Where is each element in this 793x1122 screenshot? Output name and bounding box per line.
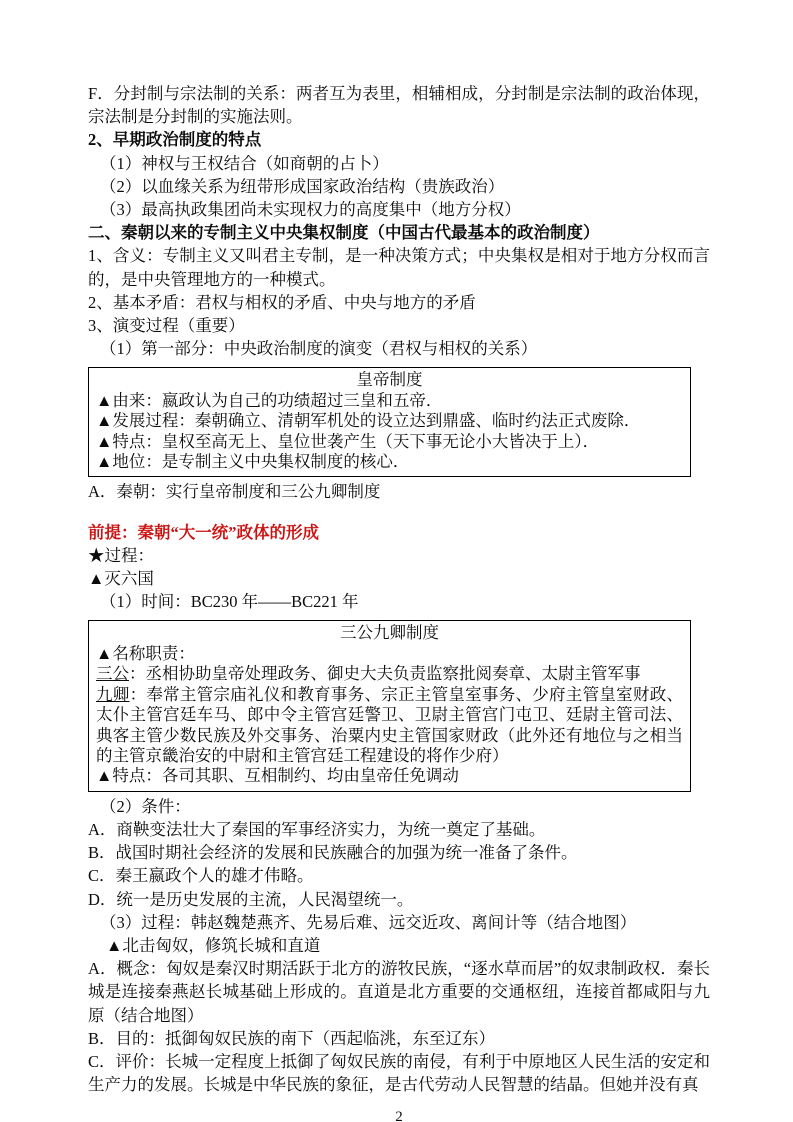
- page-number: 2: [395, 1109, 403, 1122]
- document-content: [88, 82, 710, 1122]
- blank-line: [88, 504, 710, 521]
- sangong-duties: [96, 664, 683, 684]
- jiuqing-duties: [96, 685, 683, 767]
- para-meaning: 1、含义：专制主义又叫君主专制，是一种决策方式；中央集权是相对于地方分权而言的，是中央管理地方的一种模式。: [88, 246, 710, 289]
- sangong-term: 三公: [96, 664, 129, 684]
- para-basic-contradiction: 2、基本矛盾：君权与相权的矛盾、中央与地方的矛盾: [88, 292, 476, 312]
- para-time-range: （1）时间：BC230 年——BC221 年: [100, 592, 359, 612]
- early-feature-item-2: （2）以血缘关系为纽带形成国家政治结构（贵族政治）: [100, 176, 505, 196]
- early-feature-item-1: （1）神权与王权结合（如商朝的占卜）: [100, 153, 389, 173]
- sangong-box-title: 三公九卿制度: [340, 623, 439, 643]
- sangong-jiuqing-box: [88, 620, 691, 791]
- condition-item-b: B．战国时期社会经济的发展和民族融合的加强为统一准备了条件。: [88, 843, 578, 863]
- para-condition-head: （2）条件：: [100, 796, 191, 816]
- sangong-box-feature: ▲特点：各司其职、互相制约、均由皇帝任免调动: [96, 766, 459, 786]
- emperor-box-title: 皇帝制度: [356, 370, 423, 390]
- condition-item-c: C．秦王嬴政个人的雄才伟略。: [88, 866, 314, 886]
- red-heading-premise: 前提：秦朝“大一统”政体的形成: [88, 522, 319, 542]
- para-fengjian-zongfa-relation: F．分封制与宗法制的关系：两者互为表里，相辅相成，分封制是宗法制的政治体现，宗法制是分封制的实施法则。: [88, 84, 710, 127]
- emperor-box-feature: ▲特点：皇权至高无上、皇位世袭产生（天下事无论小大皆决于上）．: [96, 431, 600, 451]
- para-qin-emperor-system: A．秦朝：实行皇帝制度和三公九卿制度: [88, 482, 381, 502]
- condition-item-d: D．统一是历史发展的主流，人民渴望统一。: [88, 889, 414, 909]
- para-evaluation: C．评价：长城一定程度上抵御了匈奴民族的南侵，有利于中原地区人民生活的安定和生产力的发展。长城是中华民族的象征，是古代劳动人民智慧的结晶。但她并没有真: [88, 1051, 710, 1095]
- para-north-attack: ▲北击匈奴，修筑长城和直道: [106, 935, 321, 955]
- para-process-three: （3）过程：韩赵魏楚燕齐、先易后难、远交近攻、离间计等（结合地图）: [100, 912, 637, 932]
- jiuqing-term: 九卿: [96, 684, 130, 704]
- emperor-box-status: ▲地位：是专制主义中央集权制度的核心．: [96, 452, 410, 472]
- para-destroy-six-states: ▲灭六国: [88, 569, 154, 589]
- para-evolution-process: 3、演变过程（重要）: [88, 316, 245, 336]
- condition-item-a: A．商鞅变法壮大了秦国的军事经济实力，为统一奠定了基础。: [88, 819, 546, 839]
- heading-early-political-features: 2、早期政治制度的特点: [88, 130, 262, 150]
- heading-section-two: 二、秦朝以来的专制主义中央集权制度（中国古代最基本的政治制度）: [88, 223, 600, 243]
- emperor-system-box: [88, 367, 691, 477]
- para-part-one: （1）第一部分：中央政治制度的演变（君权与相权的关系）: [100, 339, 538, 359]
- emperor-box-origin: ▲由来：嬴政认为自己的功绩超过三皇和五帝．: [96, 390, 443, 410]
- sangong-duty-text: ：丞相协助皇帝处理政务、御史大夫负责监察批阅奏章、太尉主管军事: [129, 664, 641, 684]
- emperor-box-development: ▲发展过程：秦朝确立、清朝军机处的设立达到鼎盛、临时约法正式废除．: [96, 411, 641, 431]
- sangong-box-duty-label: ▲名称职责：: [96, 643, 195, 663]
- early-feature-item-3: （3）最高执政集团尚未实现权力的高度集中（地方分权）: [100, 200, 521, 220]
- para-process-star: ★过程：: [88, 545, 154, 565]
- para-purpose: B．目的：抵御匈奴民族的南下（西起临洮，东至辽东）: [88, 1028, 496, 1048]
- para-concept: A．概念：匈奴是秦汉时期活跃于北方的游牧民族，“逐水草而居”的奴隶制政权．秦长城是连接秦燕赵长城基础上形成的。直道是北方重要的交通枢纽，连接首都咸阳与九原（结合地图）: [88, 959, 710, 1025]
- jiuqing-duty-text: ：奉常主管宗庙礼仪和教育事务、宗正主管皇室事务、少府主管皇室财政、太仆主管宫廷车马、郎中令主管宫廷警卫、卫尉主管宫门屯卫、廷尉主管司法、典客主管少数民族及外交事务、治粟内史主管国家财政（此外还有地位与之相当的主管京畿治安的中尉和主管宫廷工程建设的将作少府）: [96, 684, 684, 765]
